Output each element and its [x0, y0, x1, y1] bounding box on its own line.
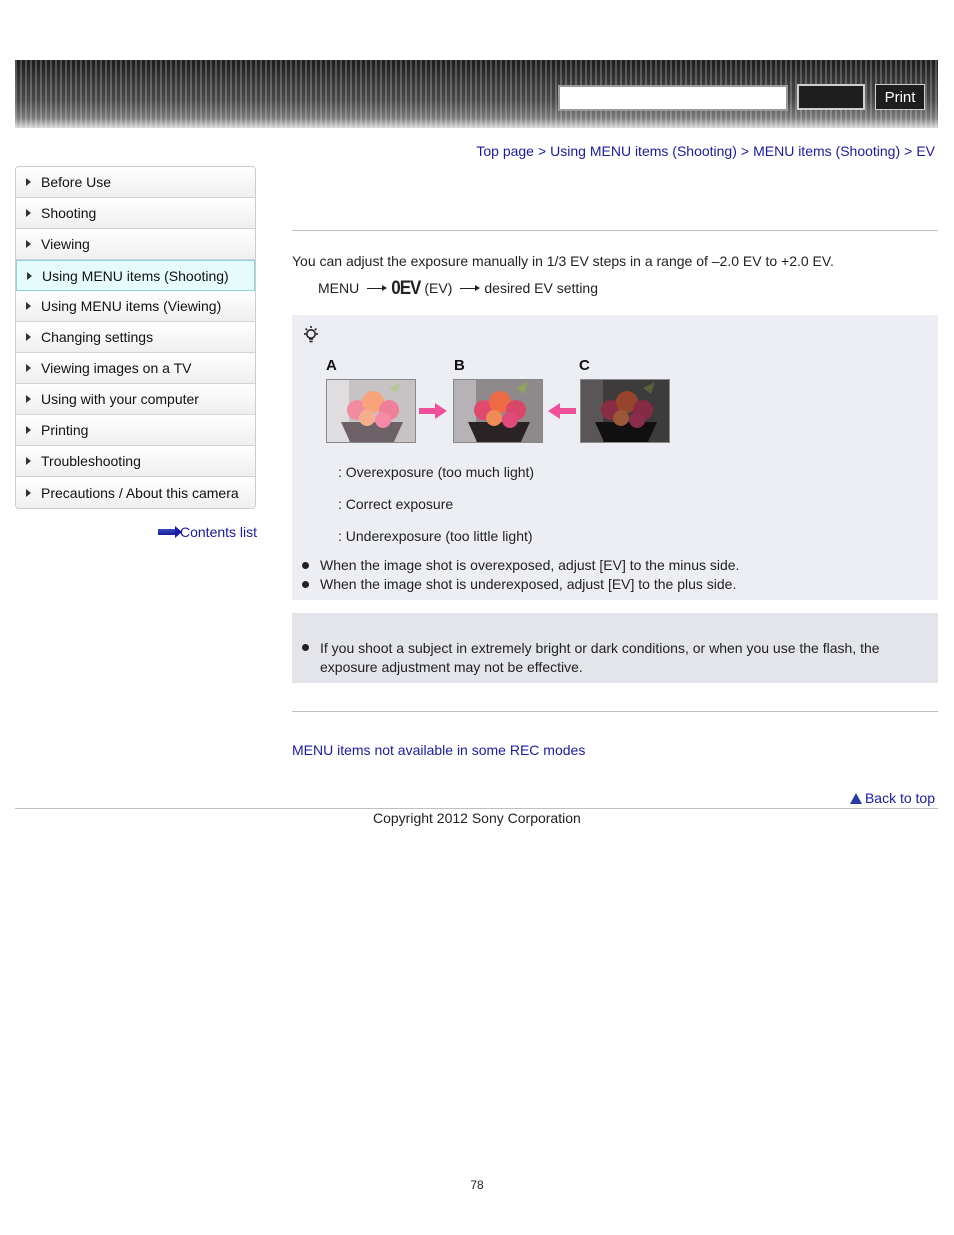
- sidebar-item-viewing[interactable]: [16, 229, 255, 260]
- menu-path-setting: desired EV setting: [484, 280, 598, 296]
- sidebar-item-printing[interactable]: [16, 415, 255, 446]
- arrow-right-icon: [419, 403, 447, 419]
- sidebar-item-using-menu-viewing[interactable]: [16, 291, 255, 322]
- triangle-right-icon: [26, 364, 31, 372]
- sidebar-item-label: Using MENU items (Shooting): [42, 267, 229, 284]
- bullet-dot-icon: [302, 581, 309, 588]
- sample-image-underexposed: [580, 379, 670, 443]
- sidebar-item-label: Viewing images on a TV: [41, 360, 192, 376]
- sample-label-b: B: [454, 357, 465, 374]
- sidebar-item-using-menu-shooting[interactable]: [16, 260, 255, 291]
- breadcrumb: [476, 143, 935, 159]
- sample-label-c: C: [579, 357, 590, 374]
- back-to-top-link[interactable]: [850, 790, 935, 806]
- caption-correct-exposure: : Correct exposure: [338, 496, 454, 512]
- sidebar-item-label: Troubleshooting: [41, 453, 141, 469]
- sidebar-item-before-use[interactable]: [16, 167, 255, 198]
- search-button[interactable]: [797, 84, 865, 110]
- breadcrumb-using-menu-shooting[interactable]: Using MENU items (Shooting): [550, 143, 737, 159]
- breadcrumb-menu-items-shooting[interactable]: MENU items (Shooting): [753, 143, 901, 159]
- sidebar-item-troubleshooting[interactable]: [16, 446, 255, 477]
- contents-list-label: Contents list: [180, 524, 258, 540]
- sidebar-item-viewing-on-tv[interactable]: [16, 353, 255, 384]
- triangle-right-icon: [26, 302, 31, 310]
- sample-label-a: A: [326, 357, 337, 374]
- sidebar-item-label: Shooting: [41, 205, 97, 221]
- hint-bullet-text: When the image shot is underexposed, adjust [EV] to the plus side.: [320, 576, 737, 592]
- contents-list-link[interactable]: [158, 524, 257, 540]
- arrow-right-icon: [367, 288, 383, 289]
- sample-image-correct: [453, 379, 543, 443]
- arrow-left-icon: [548, 403, 576, 419]
- caption-underexposure: : Underexposure (too little light): [338, 528, 533, 544]
- sidebar-item-precautions[interactable]: [16, 477, 255, 508]
- print-button[interactable]: Print: [875, 84, 925, 110]
- page-number: 78: [470, 1178, 484, 1192]
- sidebar-item-label: Before Use: [41, 174, 112, 190]
- hint-bullet-text: When the image shot is overexposed, adjust [EV] to the minus side.: [320, 557, 740, 573]
- header-bar: [15, 60, 938, 128]
- footer-divider: [15, 808, 938, 809]
- note-box: [292, 613, 938, 683]
- intro-text: You can adjust the exposure manually in 1/3 EV steps in a range of –2.0 EV to +2.0 EV.: [292, 253, 834, 269]
- triangle-right-icon: [26, 426, 31, 434]
- lightbulb-icon: [302, 325, 320, 345]
- triangle-up-icon: [850, 793, 862, 804]
- search-input[interactable]: [558, 85, 788, 111]
- triangle-right-icon: [26, 333, 31, 341]
- breadcrumb-top-page[interactable]: Top page: [476, 143, 534, 159]
- sidebar-item-label: Precautions / About this camera: [41, 484, 239, 501]
- triangle-right-icon: [27, 272, 32, 280]
- triangle-right-icon: [26, 209, 31, 217]
- arrow-right-icon: [460, 288, 476, 289]
- bullet-dot-icon: [302, 562, 309, 569]
- hint-bullet-underexposed: [302, 576, 922, 592]
- copyright-text: Copyright 2012 Sony Corporation: [373, 810, 581, 826]
- note-bullet-text: If you shoot a subject in extremely bright or dark conditions, or when you use the flash, the exposure adjustment may not be effective.: [320, 640, 880, 675]
- note-bullet: [302, 639, 892, 677]
- hint-bullet-overexposed: [302, 557, 922, 573]
- divider: [292, 230, 938, 231]
- sidebar-item-shooting[interactable]: [16, 198, 255, 229]
- breadcrumb-separator: >: [740, 143, 750, 159]
- sidebar-item-label: Printing: [41, 422, 89, 438]
- ev-icon: 0EV: [391, 276, 421, 299]
- breadcrumb-ev[interactable]: EV: [916, 143, 935, 159]
- sidebar-item-label: Using MENU items (Viewing): [41, 298, 222, 314]
- sidebar-nav: [15, 166, 256, 509]
- triangle-right-icon: [26, 178, 31, 186]
- menu-path-menu: MENU: [318, 280, 360, 296]
- divider: [292, 711, 938, 712]
- related-topic-link[interactable]: MENU items not available in some REC modes: [292, 742, 586, 758]
- triangle-right-icon: [26, 240, 31, 248]
- bullet-dot-icon: [302, 644, 309, 651]
- sidebar-item-changing-settings[interactable]: [16, 322, 255, 353]
- hint-box: [292, 315, 938, 600]
- triangle-right-icon: [26, 457, 31, 465]
- sidebar-item-label: Viewing: [41, 236, 90, 252]
- triangle-right-icon: [26, 489, 31, 497]
- menu-path: [318, 278, 598, 298]
- breadcrumb-separator: >: [537, 143, 547, 159]
- arrow-right-icon: [158, 529, 176, 535]
- menu-path-ev-label: (EV): [424, 280, 453, 296]
- caption-overexposure: : Overexposure (too much light): [338, 464, 535, 480]
- back-to-top-label: Back to top: [864, 790, 935, 806]
- breadcrumb-separator: >: [904, 143, 913, 159]
- sidebar-item-using-with-computer[interactable]: [16, 384, 255, 415]
- sidebar-item-label: Using with your computer: [41, 391, 199, 407]
- triangle-right-icon: [26, 395, 31, 403]
- sample-image-overexposed: [326, 379, 416, 443]
- sidebar-item-label: Changing settings: [41, 329, 154, 345]
